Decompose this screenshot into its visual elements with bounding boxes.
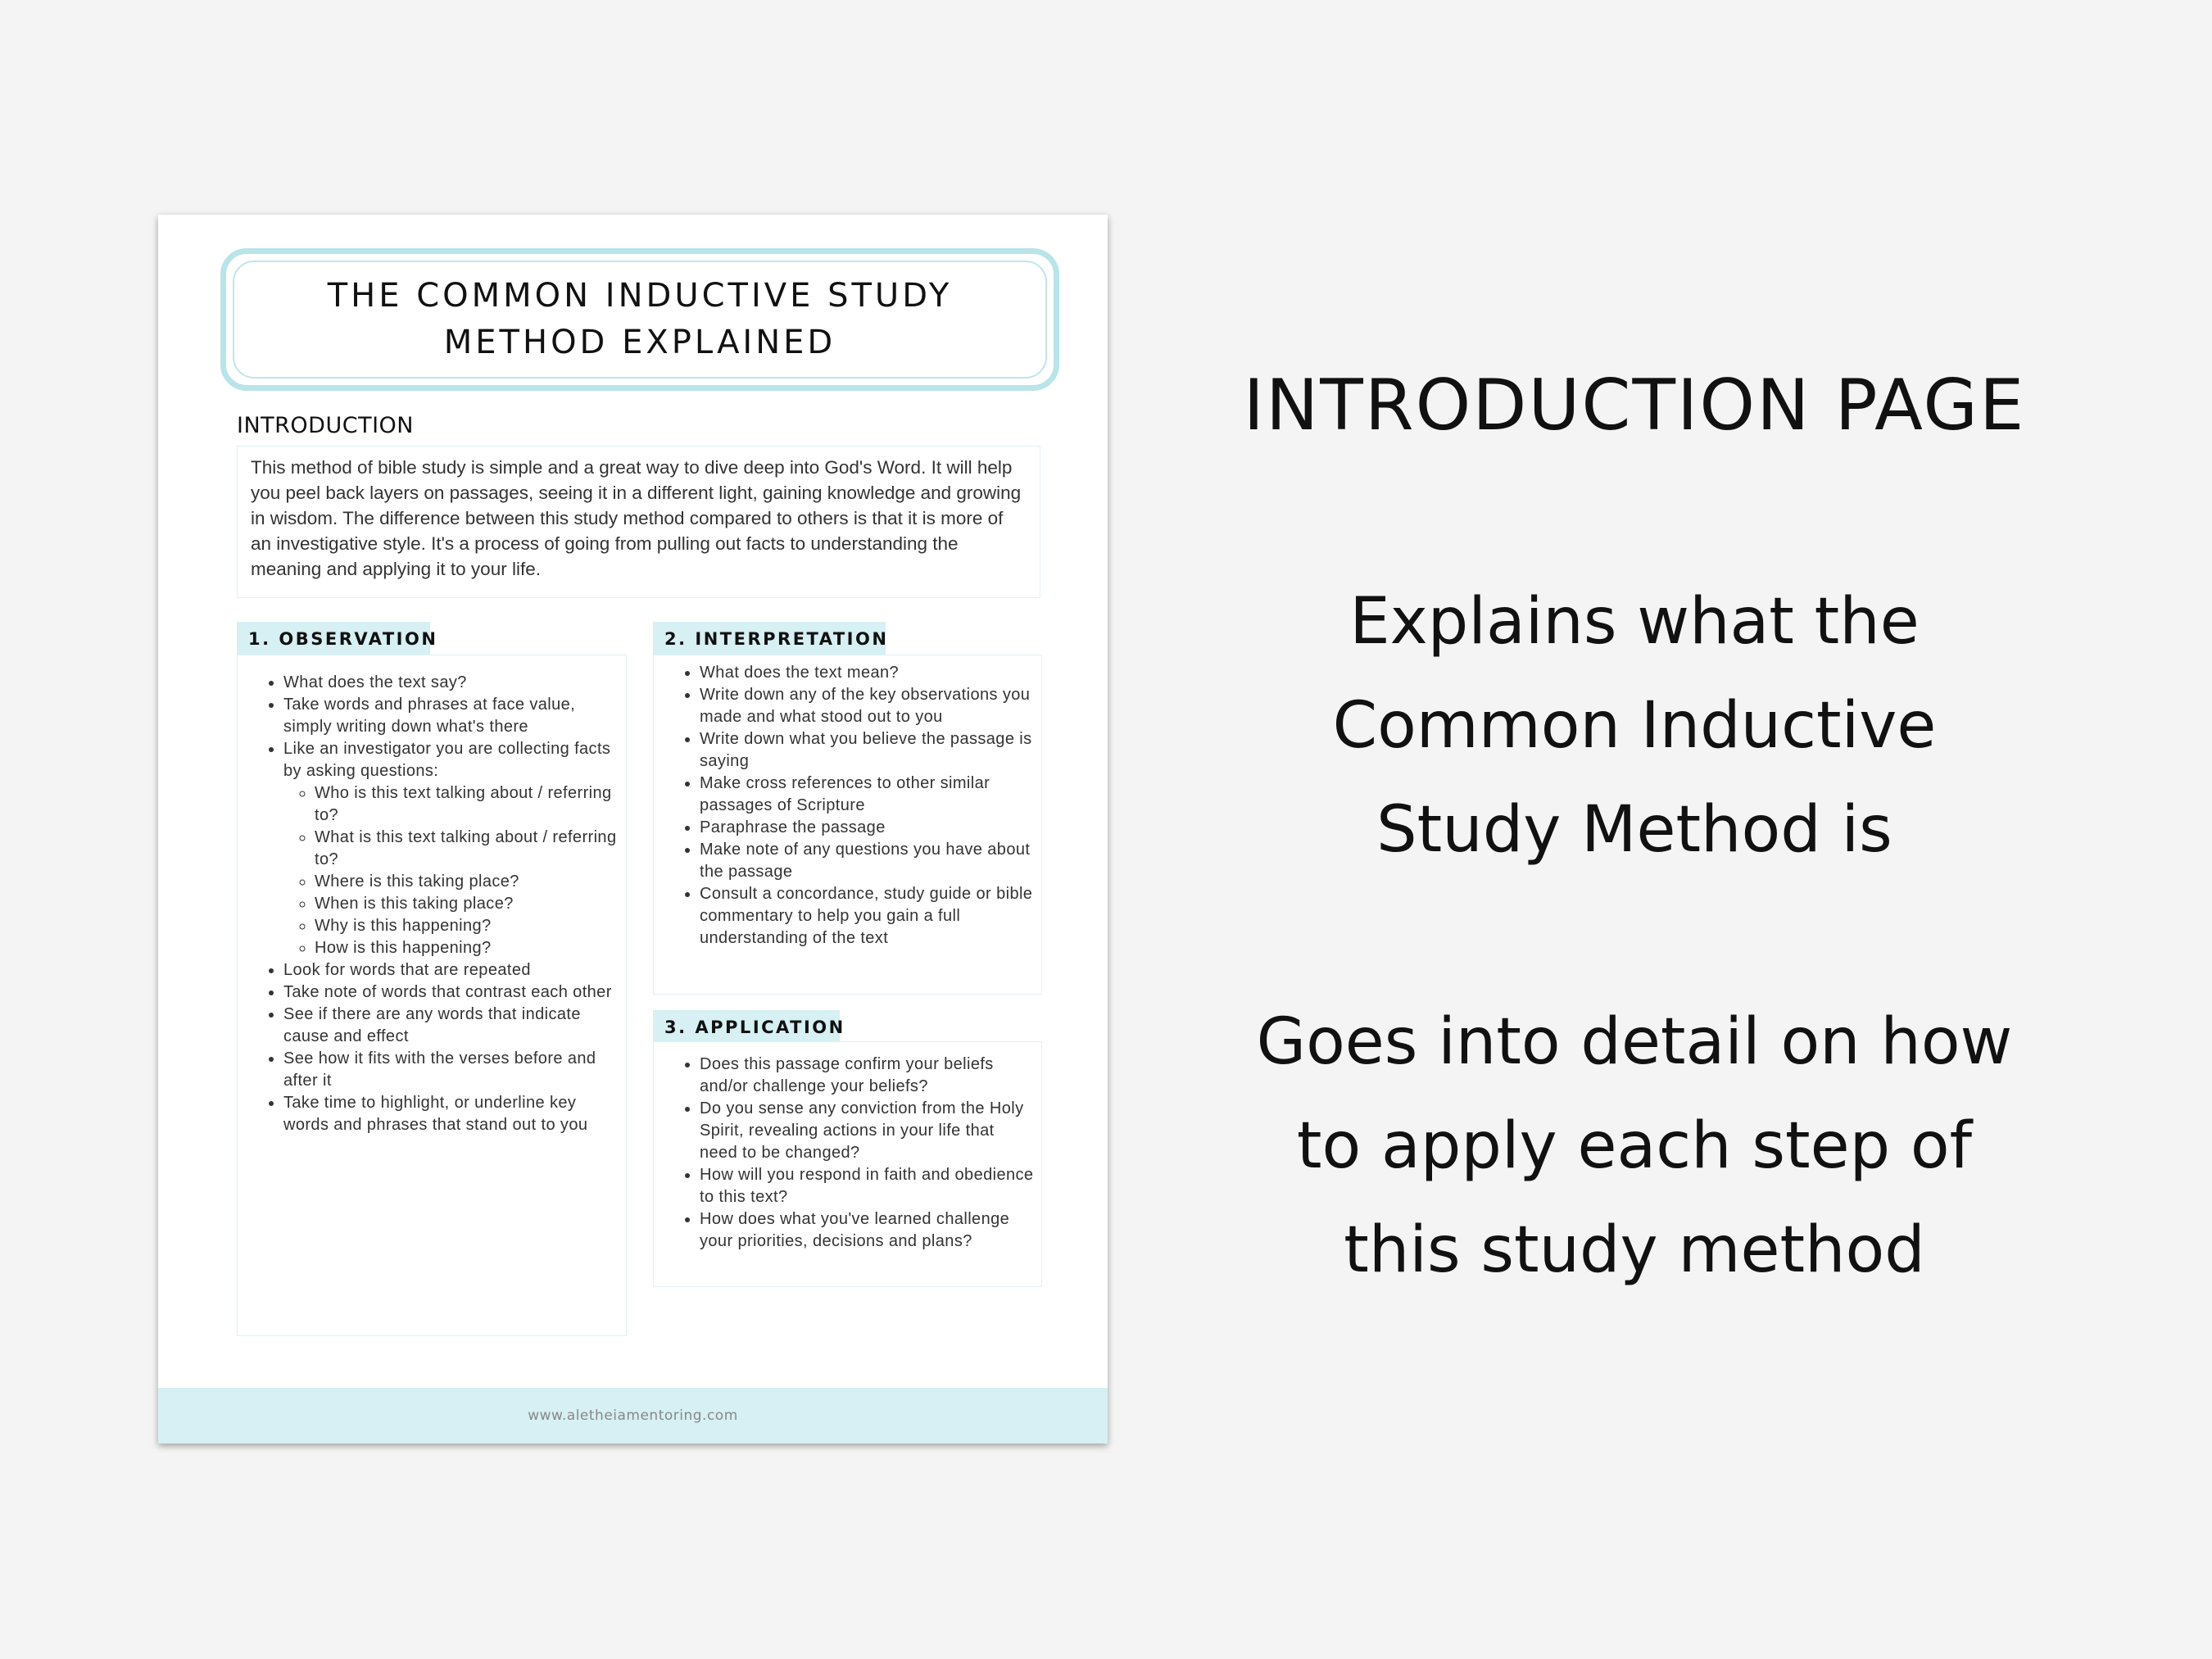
sub-list-item: ◦ Who is this text talking about / referring to? [315, 782, 619, 827]
description-line: Explains what the [1349, 585, 1920, 659]
sub-list-item: ◦ When is this taking place? [315, 893, 619, 915]
introduction-text: This method of bible study is simple and a great way to dive deep into God's Word. It will help you peel back layers on passages, seeing it in a different light, gaining knowledge and growing in wisdom. The difference between this study method compared to others is that it is more of an investigative style. It's a process of going from pulling out facts to understanding the meaning and applying it to your life. [237, 446, 1040, 598]
interpretation-box [653, 655, 1042, 995]
observation-box [237, 655, 627, 1336]
description-line: Goes into detail on how [1256, 1005, 2013, 1079]
list-item: • What does the text say? [283, 672, 619, 694]
interpretation-heading: 2. INTERPRETATION [653, 622, 886, 655]
list-item: • Take note of words that contrast each other [283, 981, 619, 1004]
list-item: • How does what you've learned challenge your priorities, decisions and plans? [700, 1208, 1035, 1253]
description-paragraph-2 [1147, 990, 2122, 1303]
list-item: • See if there are any words that indicate cause and effect [283, 1004, 619, 1048]
description-line: Study Method is [1376, 793, 1892, 867]
description-paragraph-1 [1147, 570, 2122, 882]
list-item: • Paraphrase the passage [700, 817, 1035, 839]
list-item: • Take words and phrases at face value, simply writing down what's there [283, 694, 619, 738]
description-line: Common Inductive [1332, 689, 1937, 763]
sub-list-item: ◦ Why is this happening? [315, 915, 619, 937]
interpretation-application-column [653, 622, 1042, 1287]
list-item: • Look for words that are repeated [283, 959, 619, 981]
description-line: this study method [1344, 1213, 1925, 1287]
document-title-line: THE COMMON INDUCTIVE STUDY [327, 277, 953, 315]
observation-heading: 1. OBSERVATION [237, 622, 430, 655]
document-title-line: METHOD EXPLAINED [443, 324, 836, 361]
list-item: • Does this passage confirm your beliefs and/or challenge your beliefs? [700, 1054, 1035, 1098]
sub-list-item: ◦ What is this text talking about / referring to? [315, 827, 619, 871]
description-line: to apply each step of [1296, 1109, 1973, 1183]
list-item: • How will you respond in faith and obedience to this text? [700, 1164, 1035, 1208]
description-heading: INTRODUCTION PAGE [1243, 365, 2026, 446]
list-item [283, 738, 619, 959]
application-heading: 3. APPLICATION [653, 1010, 840, 1041]
sub-list-item: ◦ Where is this taking place? [315, 871, 619, 893]
list-item: • See how it fits with the verses before and after it [283, 1048, 619, 1092]
list-item: • Write down what you believe the passage is saying [700, 728, 1035, 773]
title-inner-frame [233, 261, 1047, 378]
list-item: • Take time to highlight, or underline key words and phrases that stand out to you [283, 1092, 619, 1136]
application-box [653, 1041, 1042, 1287]
list-item: • What does the text mean? [700, 662, 1035, 684]
list-item: • Do you sense any conviction from the Holy Spirit, revealing actions in your life that need to be changed? [700, 1098, 1035, 1164]
document-page [158, 215, 1108, 1444]
list-item: • Consult a concordance, study guide or bible commentary to help you gain a full understanding of the text [700, 883, 1035, 950]
list-item: • Write down any of the key observations you made and what stood out to you [700, 684, 1035, 728]
list-item: • Make note of any questions you have about the passage [700, 839, 1035, 883]
sub-list-item: ◦ How is this happening? [315, 937, 619, 959]
list-item: • Make cross references to other similar passages of Scripture [700, 773, 1035, 817]
footer-website: www.aletheiamentoring.com [158, 1388, 1108, 1444]
introduction-heading: INTRODUCTION [237, 413, 414, 438]
observation-column [237, 622, 627, 1336]
list-item-text: Like an investigator you are collecting facts by asking questions: [283, 740, 611, 780]
title-frame [220, 248, 1059, 391]
